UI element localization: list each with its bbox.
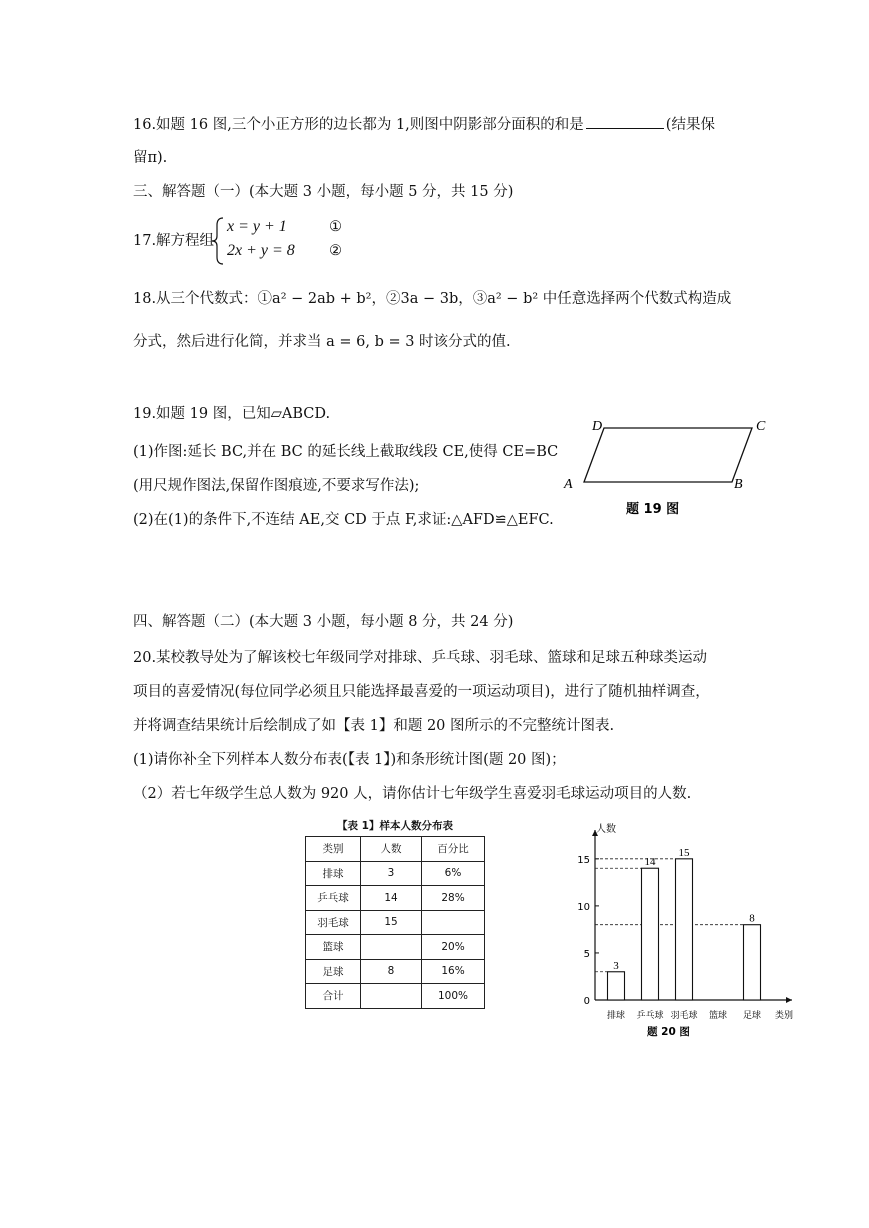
table-header-cell: 类别 xyxy=(306,837,361,862)
bar-data-label: 3 xyxy=(613,959,619,972)
brace-icon xyxy=(211,216,225,266)
vertex-a-label: A xyxy=(564,477,573,492)
q17-eq1: x = y + 1 xyxy=(227,218,287,235)
bar-chart xyxy=(560,818,810,1043)
y-tick-label: 0 xyxy=(583,996,590,1007)
answer-blank[interactable] xyxy=(586,114,664,129)
vertex-b-label: B xyxy=(734,477,743,492)
x-tick-label: 足球 xyxy=(742,1011,762,1021)
parallelogram-figure xyxy=(556,412,776,522)
table-header-cell: 人数 xyxy=(361,837,422,862)
sample-distribution-table xyxy=(305,836,485,1009)
q17-num1: ① xyxy=(329,219,342,235)
table-cell: 28% xyxy=(422,886,485,911)
figure-20-caption: 题 20 图 xyxy=(647,1026,690,1038)
table-cell: 排球 xyxy=(306,861,361,886)
bar xyxy=(608,972,625,1000)
table-header-row xyxy=(306,837,485,862)
vertex-d-label: D xyxy=(592,419,603,434)
q20-line4: (1)请你补全下列样本人数分布表(【表 1】)和条形统计图(题 20 图)； xyxy=(133,752,566,768)
table-cell: 15 xyxy=(361,910,422,935)
figure-19-caption: 题 19 图 xyxy=(626,502,680,517)
q20-line3: 并将调查结果统计后绘制成了如【表 1】和题 20 图所示的不完整统计图表. xyxy=(133,718,615,734)
table-cell: 羽毛球 xyxy=(306,910,361,935)
table1-title: 【表 1】样本人数分布表 xyxy=(337,820,453,832)
q20-line2: 项目的喜爱情况(每位同学必须且只能选择最喜爱的一项运动项目)，进行了随机抽样调查， xyxy=(133,684,710,700)
y-axis-label: 人数 xyxy=(596,824,616,835)
section-heading-3: 三、解答题（一）(本大题 3 小题，每小题 5 分，共 15 分) xyxy=(133,184,514,200)
table-row xyxy=(306,935,485,960)
q19-line2: (1)作图:延长 BC,并在 BC 的延长线上截取线段 CE,使得 CE=BC xyxy=(133,444,559,460)
bar-data-label: 14 xyxy=(644,856,656,869)
table-cell: 16% xyxy=(422,959,485,984)
x-tick-label: 乒乓球 xyxy=(636,1011,664,1021)
table-cell: 100% xyxy=(422,984,485,1009)
q17-label: 17.解方程组 xyxy=(133,233,215,249)
q16-line2: 留π). xyxy=(133,150,168,166)
bar-data-label: 8 xyxy=(749,912,755,925)
table-header-cell: 百分比 xyxy=(422,837,485,862)
table-cell-blank[interactable] xyxy=(361,984,422,1009)
q17-num2: ② xyxy=(329,243,342,259)
x-axis-arrow-icon xyxy=(786,997,792,1003)
table-cell: 合计 xyxy=(306,984,361,1009)
vertex-c-label: C xyxy=(756,419,766,434)
table-row xyxy=(306,910,485,935)
q20-line1: 20.某校教导处为了解该校七年级同学对排球、乒乓球、羽毛球、篮球和足球五种球类运动 xyxy=(133,650,708,666)
table-cell: 3 xyxy=(361,861,422,886)
bar-data-label: 15 xyxy=(678,846,690,859)
table-cell: 乒乓球 xyxy=(306,886,361,911)
bar xyxy=(642,868,659,1000)
q16-line1 xyxy=(133,114,715,135)
q16-text: 16.如题 16 图,三个小正方形的边长都为 1,则图中阴影部分面积的和是 xyxy=(133,117,584,133)
table-cell: 篮球 xyxy=(306,935,361,960)
x-axis-label: 类别 xyxy=(775,1011,794,1021)
q17-eq2: 2x + y = 8 xyxy=(227,242,295,259)
table-cell: 6% xyxy=(422,861,485,886)
table-row xyxy=(306,959,485,984)
x-tick-label: 羽毛球 xyxy=(670,1011,698,1021)
table-cell: 8 xyxy=(361,959,422,984)
y-tick-label: 10 xyxy=(577,901,590,913)
x-tick-label: 排球 xyxy=(606,1011,626,1021)
q19-line1: 19.如题 19 图，已知▱ABCD. xyxy=(133,406,331,422)
q20-line5: （2）若七年级学生总人数为 920 人，请你估计七年级学生喜爱羽毛球运动项目的人数. xyxy=(133,786,692,802)
table-row xyxy=(306,886,485,911)
bar xyxy=(744,925,761,1000)
bar xyxy=(676,859,693,1000)
q19-line4: (2)在(1)的条件下,不连结 AE,交 CD 于点 F,求证:△AFD≌△EFC. xyxy=(133,512,554,528)
table-cell: 足球 xyxy=(306,959,361,984)
table-cell-blank[interactable] xyxy=(361,935,422,960)
parallelogram-shape xyxy=(584,428,752,482)
y-tick-label: 15 xyxy=(577,854,590,866)
table-cell-blank[interactable] xyxy=(422,910,485,935)
q18-line2: 分式，然后进行化简，并求当 a = 6, b = 3 时该分式的值. xyxy=(133,334,511,350)
q16-text-end: (结果保 xyxy=(665,117,715,133)
section-heading-4: 四、解答题（二）(本大题 3 小题，每小题 8 分，共 24 分) xyxy=(133,614,514,630)
table-row xyxy=(306,984,485,1009)
table-row xyxy=(306,861,485,886)
table-cell: 14 xyxy=(361,886,422,911)
table-cell: 20% xyxy=(422,935,485,960)
x-tick-label: 篮球 xyxy=(708,1011,728,1021)
y-tick-label: 5 xyxy=(583,948,590,960)
q19-line3: (用尺规作图法,保留作图痕迹,不要求写作法); xyxy=(133,478,420,494)
q18-line1: 18.从三个代数式：①a² − 2ab + b²，②3a − 3b，③a² − b² 中任意选择两个代数式构造成 xyxy=(133,291,732,307)
